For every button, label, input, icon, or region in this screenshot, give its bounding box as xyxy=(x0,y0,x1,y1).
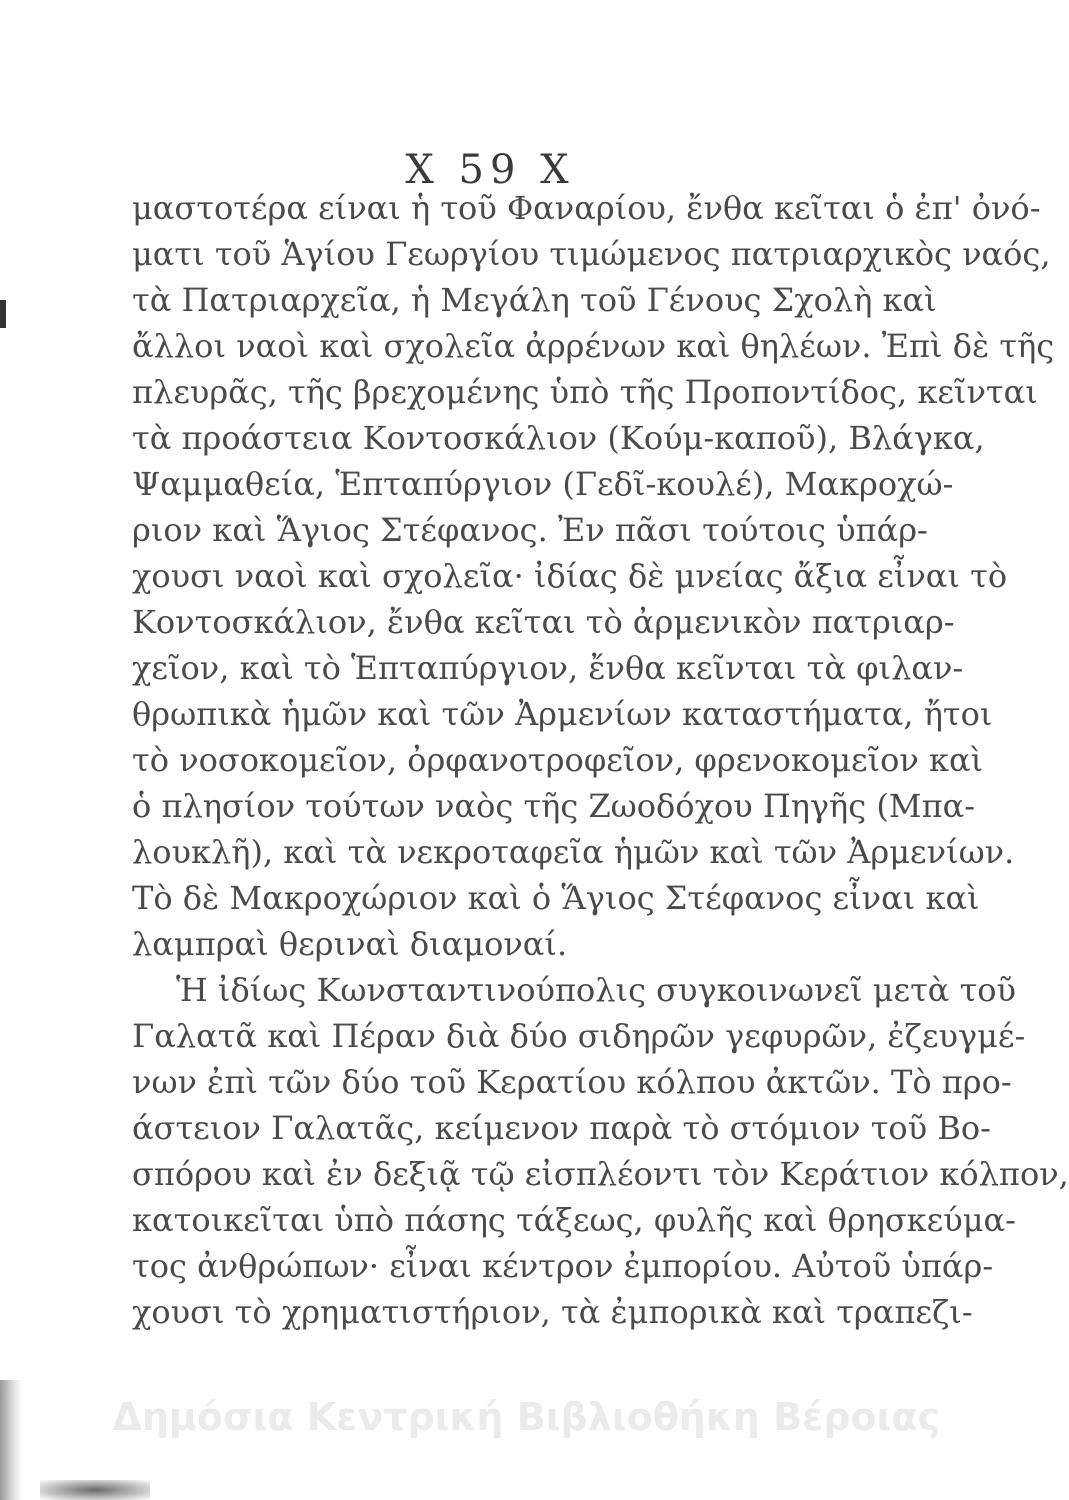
page-edge-mark xyxy=(0,300,6,328)
text-line: χεῖον, καὶ τὸ Ἑπταπύργιον, ἔνθα κεῖνται τὰ φιλαν- xyxy=(132,649,964,687)
text-line: σπόρου καὶ ἐν δεξιᾷ τῷ εἰσπλέοντι τὸν Κεράτιον κόλπον, xyxy=(132,1155,1069,1193)
library-watermark: Δημόσια Κεντρική Βιβλιοθήκη Βέροιας xyxy=(112,1395,940,1439)
text-line: άστειον Γαλατᾶς, κείμενον παρὰ τὸ στόμιον τοῦ Βο- xyxy=(132,1109,991,1147)
text-line: λουκλῆ), καὶ τὰ νεκροταφεῖα ἡμῶν καὶ τῶν Ἀρμενίων. xyxy=(132,833,1015,871)
page-number: Χ 59 Χ xyxy=(405,147,575,193)
text-line: τὰ προάστεια Κοντοσκάλιον (Κούμ-καποῦ), Βλάγκα, xyxy=(132,419,985,457)
text-line: κατοικεῖται ὑπὸ πάσης τάξεως, φυλῆς καὶ θρησκεύμα- xyxy=(132,1201,1016,1239)
text-line: τὸ νοσοκομεῖον, ὀρφανοτροφεῖον, φρενοκομεῖον καὶ xyxy=(132,741,984,779)
text-line: Τὸ δὲ Μακροχώριον καὶ ὁ Ἅγιος Στέφανος εἶναι καὶ xyxy=(132,879,980,917)
text-line: θρωπικὰ ἡμῶν καὶ τῶν Ἀρμενίων καταστήματα, ἤτοι xyxy=(132,695,993,733)
paragraph-start-line: Ἡ ἰδίως Κωνσταντινούπολις συγκοινωνεῖ μετὰ τοῦ xyxy=(176,971,1016,1009)
text-line: ριον καὶ Ἅγιος Στέφανος. Ἐν πᾶσι τούτοις ὑπάρ- xyxy=(132,511,928,549)
text-line: χουσι τὸ χρηματιστήριον, τὰ ἐμπορικὰ καὶ τραπεζι- xyxy=(132,1293,973,1331)
text-line: πλευρᾶς, τῆς βρεχομένης ὑπὸ τῆς Προποντίδος, κεῖνται xyxy=(132,373,1038,411)
text-line: ὁ πλησίον τούτων ναὸς τῆς Ζωοδόχου Πηγῆς (Μπα- xyxy=(132,787,976,825)
text-line: Ψαμμαθεία, Ἑπταπύργιον (Γεδῖ-κουλέ), Μακροχώ- xyxy=(132,465,954,503)
body-text xyxy=(132,185,1069,1335)
text-line: ἄλλοι ναοὶ καὶ σχολεῖα ἀρρένων καὶ θηλέων. Ἐπὶ δὲ τῆς xyxy=(132,327,1055,365)
text-line: νων ἐπὶ τῶν δύο τοῦ Κερατίου κόλπου ἀκτῶν. Τὸ προ- xyxy=(132,1063,1012,1101)
text-line: μαστοτέρα είναι ἡ τοῦ Φαναρίου, ἔνθα κεῖται ὁ ἐπ' ὀνό- xyxy=(132,189,1041,227)
text-line: τὰ Πατριαρχεῖα, ἡ Μεγάλη τοῦ Γένους Σχολὴ καὶ xyxy=(132,281,937,319)
text-line: Κοντοσκάλιον, ἔνθα κεῖται τὸ ἀρμενικὸν πατριαρ- xyxy=(132,603,955,641)
text-line: τος ἀνθρώπων· εἶναι κέντρον ἐμπορίου. Αὐτοῦ ὑπάρ- xyxy=(132,1247,994,1285)
text-line: ματι τοῦ Ἁγίου Γεωργίου τιμώμενος πατριαρχικὸς ναός, xyxy=(132,235,1051,273)
text-line: χουσι ναοὶ καὶ σχολεῖα· ἰδίας δὲ μνείας ἄξια εἶναι τὸ xyxy=(132,557,1008,595)
text-line: Γαλατᾶ καὶ Πέραν διὰ δύο σιδηρῶν γεφυρῶν, ἐζευγμέ- xyxy=(132,1017,1026,1055)
paragraph-end-line: λαμπραὶ θεριναὶ διαμοναί. xyxy=(132,925,568,963)
bottom-blot xyxy=(40,1480,150,1500)
